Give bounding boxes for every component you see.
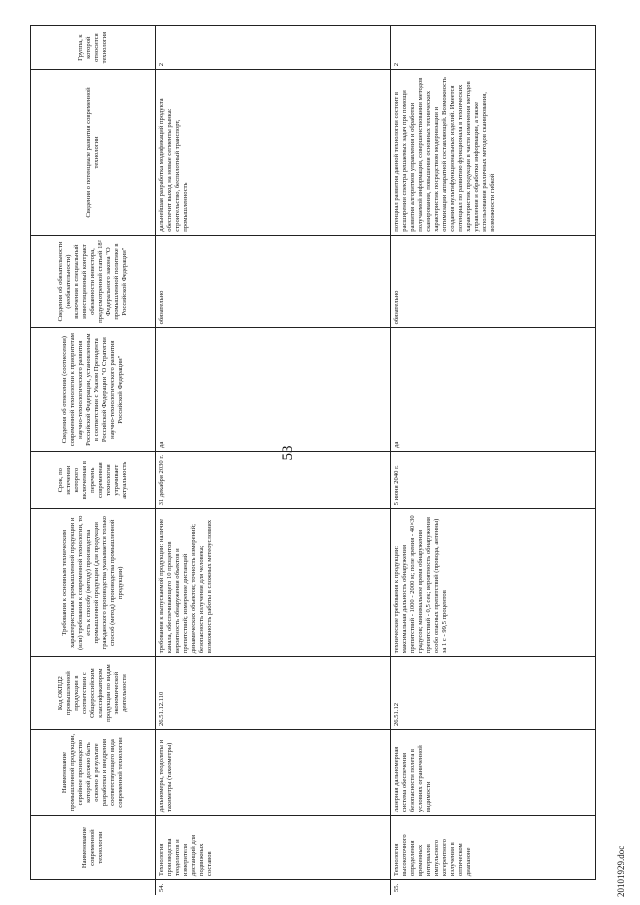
obligation-cell: обязательно	[156, 235, 391, 328]
product-cell: лазерная дальномерная система обеспечения безопасности полета в условиях ограниченной видимости	[391, 730, 596, 816]
potential-cell: дальнейшая разработка модификаций продукта обеспечит выход на новые сегменты рынка: строительство, беспилотный транспорт, промышленность	[156, 70, 391, 236]
header-cell-obligation: Сведения об обязательности (необязательности) включения в специальный инвестиционный контракт обязанности инвестора, предусмотренной статьей 18² Федерального закона "О промышленной политике в Российской Федерации"	[31, 235, 156, 328]
okpd-cell: 26.51.12	[391, 657, 596, 730]
potential-cell: потенциал развития данной технологии состоит в расширении спектра решаемых задач при помощи развития алгоритмов управления и обработки получаемой информации, совершенствовании методов сканирования, повышения основных технических характеристик посредством модернизации и оптимизации аппаратной составляющей. Возможность создания мультифункциональных изделий. Имеется потенциал по развитию функционала в технических характеристик продукции в части изменения методов управления и обработки информации, а также использования различных методов сканирования, возможности гибкой	[391, 70, 596, 236]
header-cell-product: Наименование промышленной продукции, серийное производство которой должно быть освоено в результате разработки и внедрения соответствующего вида современной технологии	[31, 730, 156, 816]
product-cell: дальномеры, теодолиты и тахиметры (тахеометры)	[156, 730, 391, 816]
header-cell-num	[31, 880, 156, 895]
header-cell-potential: Сведения о потенциале развития современной технологии	[31, 70, 156, 236]
footer-doc-name: 20101929.doc	[616, 845, 626, 897]
table-row	[391, 26, 596, 896]
page-number: 53	[280, 445, 296, 461]
header-cell-priority: Сведения об отнесении (соотнесении) современной технологии к приоритетам научно-технологического развития Российской Федерации, установленным в соответствии с Указом Президента Российской Федерации "О Стратегии научно-технологического развития Российской Федерации"	[31, 328, 156, 452]
priority-cell: да	[391, 328, 596, 452]
tech-name-cell: Технология производства теодолитов и измерителя дистанций для подвижных составов	[156, 816, 391, 880]
deadline-cell: 31 декабря 2030 г.	[156, 451, 391, 508]
requirements-cell: технические требования к продукции: максимальная дальность обнаружения препятствий - 1000 - 2000 м; поле зрения - 40×30 градусов; минимальное время обнаружения препятствий - 0,5 сек; вероятность обнаружения особо опасных препятствий (провода, антенны) за 1 с - 99,5 процентов	[391, 509, 596, 657]
header-cell-requirements: Требования к основным техническим характеристикам промышленной продукции и (или) требования к современной технологии, то есть к способу (методу) производства промышленной продукции (для продукции гражданского производства указывается только способ (метод) производства промышленной продукции)	[31, 509, 156, 657]
priority-cell: да	[156, 328, 391, 452]
okpd-cell: 26.51.12.110	[156, 657, 391, 730]
deadline-cell: 5 июня 2040 г.	[391, 451, 596, 508]
header-cell-deadline: Срок, по истечении которого включенная в перечень современная технология утрачивает актуальность	[31, 451, 156, 508]
row-number: 55.	[391, 880, 596, 895]
header-cell-okpd: Код ОКПД2 промышленной продукции в соответствии с Общероссийским классификатором продукции по видам экономической деятельности	[31, 657, 156, 730]
tech-name-cell: Технология высокоточного определения временных интервалов импульсного когерентного излучения в оптическом диапазоне	[391, 816, 596, 880]
requirements-cell: требования к выпускаемой продукции: наличие канала, обеспечивающего 10 процентов вероятность обнаружения объектов и препятствий; измерение дистанций динамических объектов; точность измерений; безопасность излучения для человека; возможность работы в сложных метеоусловиях	[156, 509, 391, 657]
header-cell-tech-name: Наименование современной технологии	[31, 816, 156, 880]
obligation-cell: обязательно	[391, 235, 596, 328]
group-cell: 2	[391, 26, 596, 70]
row-number: 54.	[156, 880, 391, 895]
technology-table	[30, 25, 596, 895]
header-cell-group: Группа, к которой относится технология	[31, 26, 156, 70]
group-cell: 2	[156, 26, 391, 70]
header-row	[31, 26, 156, 896]
table-row	[156, 26, 391, 896]
